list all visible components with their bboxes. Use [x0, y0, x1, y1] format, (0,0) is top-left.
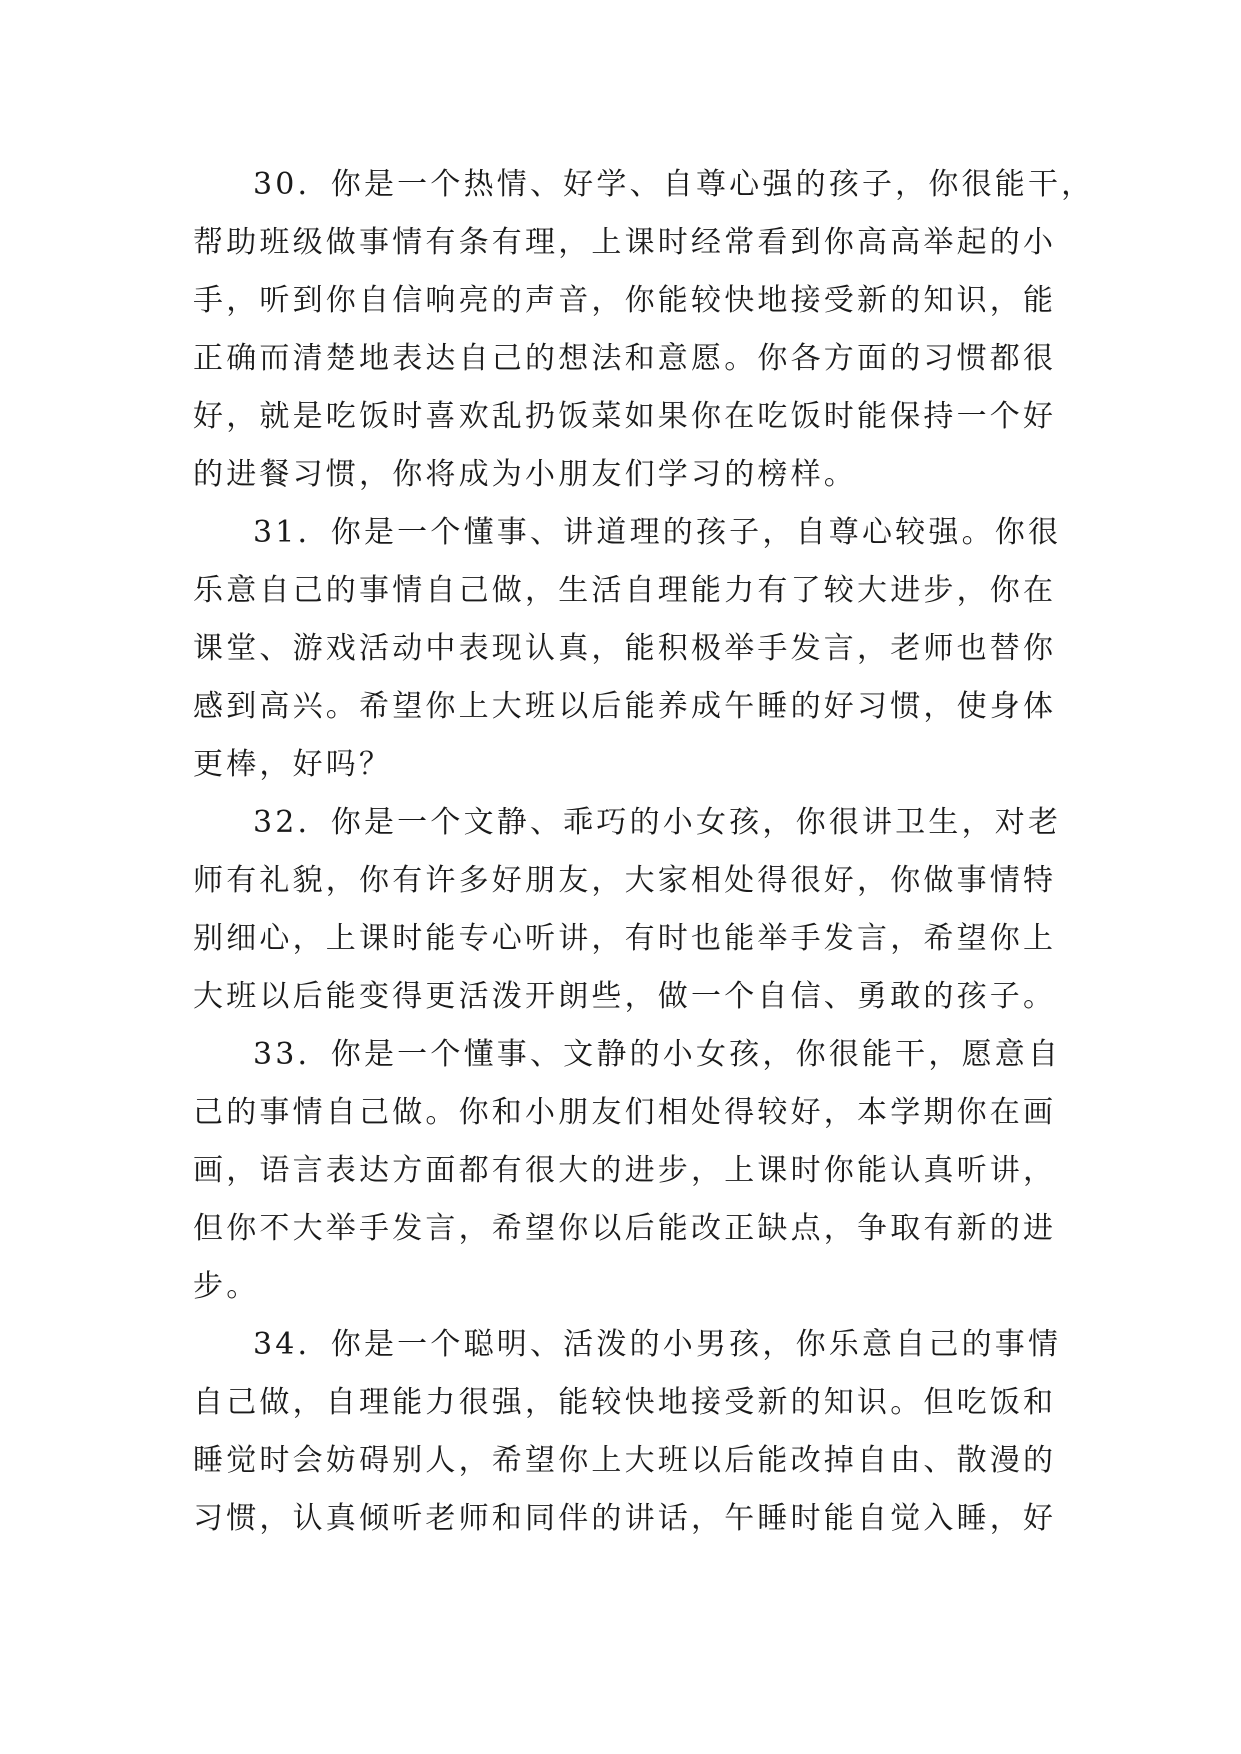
- paragraph-line: 睡觉时会妨碍别人，希望你上大班以后能改掉自由、散漫的: [193, 1443, 1057, 1478]
- paragraph-line: 31．你是一个懂事、讲道理的孩子，自尊心较强。你很: [253, 515, 1062, 550]
- paragraph-line: 习惯，认真倾听老师和同伴的讲话，午睡时能自觉入睡，好: [193, 1501, 1057, 1536]
- paragraph-line: 34．你是一个聪明、活泼的小男孩，你乐意自己的事情: [253, 1327, 1062, 1362]
- paragraph-line: 师有礼貌，你有许多好朋友，大家相处得很好，你做事情特: [193, 863, 1057, 898]
- paragraph-line: 手，听到你自信响亮的声音，你能较快地接受新的知识，能: [193, 283, 1057, 318]
- paragraph-line: 大班以后能变得更活泼开朗些，做一个自信、勇敢的孩子。: [193, 979, 1057, 1014]
- paragraph-line: 帮助班级做事情有条有理，上课时经常看到你高高举起的小: [193, 225, 1057, 260]
- comment-paragraph-34: [193, 1316, 1073, 1548]
- comment-paragraph-33: [193, 1026, 1073, 1316]
- paragraph-line: 30．你是一个热情、好学、自尊心强的孩子，你很能干，: [253, 167, 1095, 202]
- paragraph-line: 乐意自己的事情自己做，生活自理能力有了较大进步，你在: [193, 573, 1057, 608]
- paragraph-line: 的进餐习惯，你将成为小朋友们学习的榜样。: [193, 457, 857, 492]
- paragraph-line: 课堂、游戏活动中表现认真，能积极举手发言，老师也替你: [193, 631, 1057, 666]
- document-body: [193, 156, 1095, 1548]
- paragraph-line: 但你不大举手发言，希望你以后能改正缺点，争取有新的进: [193, 1211, 1057, 1246]
- comment-paragraph-30: [193, 156, 1095, 504]
- paragraph-line: 感到高兴。希望你上大班以后能养成午睡的好习惯，使身体: [193, 689, 1057, 724]
- comment-paragraph-31: [193, 504, 1073, 794]
- paragraph-line: 自己做，自理能力很强，能较快地接受新的知识。但吃饭和: [193, 1385, 1057, 1420]
- paragraph-line: 33．你是一个懂事、文静的小女孩，你很能干，愿意自: [253, 1037, 1062, 1072]
- paragraph-line: 正确而清楚地表达自己的想法和意愿。你各方面的习惯都很: [193, 341, 1057, 376]
- comment-paragraph-32: [193, 794, 1073, 1026]
- paragraph-line: 更棒，好吗？: [193, 747, 393, 782]
- paragraph-line: 画，语言表达方面都有很大的进步，上课时你能认真听讲，: [193, 1153, 1057, 1188]
- paragraph-line: 步。: [193, 1269, 260, 1304]
- paragraph-line: 32．你是一个文静、乖巧的小女孩，你很讲卫生，对老: [253, 805, 1062, 840]
- paragraph-line: 好，就是吃饭时喜欢乱扔饭菜如果你在吃饭时能保持一个好: [193, 399, 1057, 434]
- paragraph-line: 别细心，上课时能专心听讲，有时也能举手发言，希望你上: [193, 921, 1057, 956]
- paragraph-line: 己的事情自己做。你和小朋友们相处得较好，本学期你在画: [193, 1095, 1057, 1130]
